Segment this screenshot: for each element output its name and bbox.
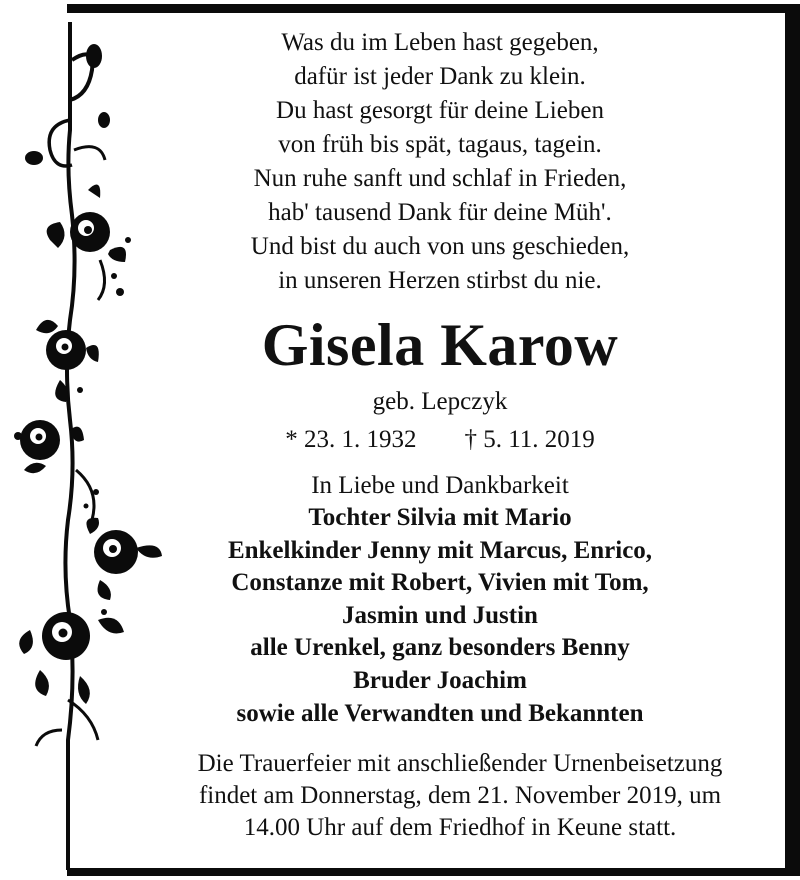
poem-line: Was du im Leben hast gegeben, <box>281 29 599 56</box>
mourner-line: Enkelkinder Jenny mit Marcus, Enrico, <box>227 536 653 564</box>
memorial-poem <box>100 26 780 298</box>
gratitude-line: In Liebe und Dankbarkeit <box>311 472 569 499</box>
deceased-name: Gisela Karow <box>261 312 619 378</box>
birth-name: geb. Lepczyk <box>372 388 508 415</box>
frame-bottom-border <box>67 868 800 876</box>
life-dates <box>100 424 780 456</box>
frame-right-border <box>785 4 800 876</box>
poem-line: Und bist du auch von uns geschieden, <box>250 233 630 260</box>
service-line: Die Trauerfeier mit anschließender Urnenbeisetzung <box>197 750 723 777</box>
birth-date: * 23. 1. 1932 <box>285 426 417 453</box>
funeral-service-info <box>100 748 800 844</box>
mourner-line: alle Urenkel, ganz besonders Benny <box>250 634 630 662</box>
notice-body <box>100 22 780 730</box>
frame-top-border <box>67 4 800 13</box>
poem-line: in unseren Herzen stirbst du nie. <box>278 267 602 294</box>
poem-line: hab' tausend Dank für deine Müh'. <box>268 199 612 226</box>
poem-line: Nun ruhe sanft und schlaf in Frieden, <box>253 165 627 192</box>
poem-line: Du hast gesorgt für deine Lieben <box>276 97 604 124</box>
mourners-list <box>100 502 780 730</box>
poem-line: dafür ist jeder Dank zu klein. <box>294 63 586 90</box>
mourner-line: Jasmin und Justin <box>342 601 538 629</box>
death-date: † 5. 11. 2019 <box>464 426 595 453</box>
service-line: findet am Donnerstag, dem 21. November 2019, um <box>198 782 722 809</box>
mourner-line: sowie alle Verwandten und Bekannten <box>236 699 644 727</box>
mourner-line: Tochter Silvia mit Mario <box>308 504 572 531</box>
mourner-line: Bruder Joachim <box>353 666 527 694</box>
mourner-line: Constanze mit Robert, Vivien mit Tom, <box>231 569 649 597</box>
poem-line: von früh bis spät, tagaus, tagein. <box>278 131 602 158</box>
service-line: 14.00 Uhr auf dem Friedhof in Keune statt. <box>243 814 677 841</box>
